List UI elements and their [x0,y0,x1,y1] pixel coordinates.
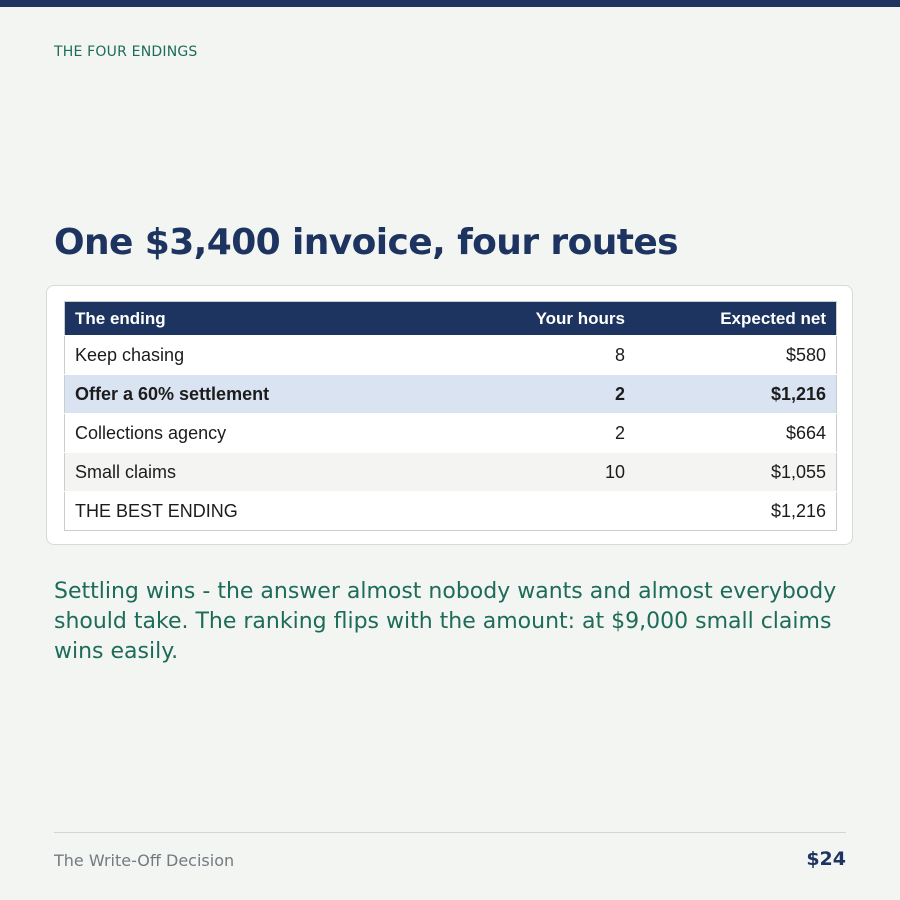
header-hours: Your hours [455,302,635,336]
top-accent-bar [0,0,900,7]
cell-hours: 8 [455,336,635,375]
footer-divider [54,832,846,833]
section-eyebrow: THE FOUR ENDINGS [54,44,198,60]
page-title: One $3,400 invoice, four routes [54,222,678,263]
cell-ending: Keep chasing [65,336,456,375]
cell-net: $1,216 [635,492,837,531]
conclusion-text: Settling wins - the answer almost nobody wants and almost everybody should take. The ranking flips with the amount: at $9,000 small claims wins easily. [54,579,837,664]
cell-net: $580 [635,336,837,375]
header-expected-net: Expected net [635,302,837,336]
cell-ending: Small claims [65,453,456,492]
cell-ending: Collections agency [65,414,456,453]
footer-price: $24 [806,848,846,870]
header-ending: The ending [65,302,456,336]
footer-book-title: The Write-Off Decision [54,851,235,870]
table-card [46,285,853,545]
cell-ending: THE BEST ENDING [65,492,456,531]
cell-net: $1,055 [635,453,837,492]
table-row [65,453,837,492]
cell-ending: Offer a 60% settlement [65,375,456,414]
table-row-summary [65,492,837,531]
cell-hours: 10 [455,453,635,492]
table-row-highlighted [65,375,837,414]
endings-table [64,301,837,531]
cell-net: $664 [635,414,837,453]
table-row [65,336,837,375]
table-row [65,414,837,453]
cell-hours [455,492,635,531]
table-header-row [65,302,837,336]
cell-hours: 2 [455,375,635,414]
cell-hours: 2 [455,414,635,453]
cell-net: $1,216 [635,375,837,414]
